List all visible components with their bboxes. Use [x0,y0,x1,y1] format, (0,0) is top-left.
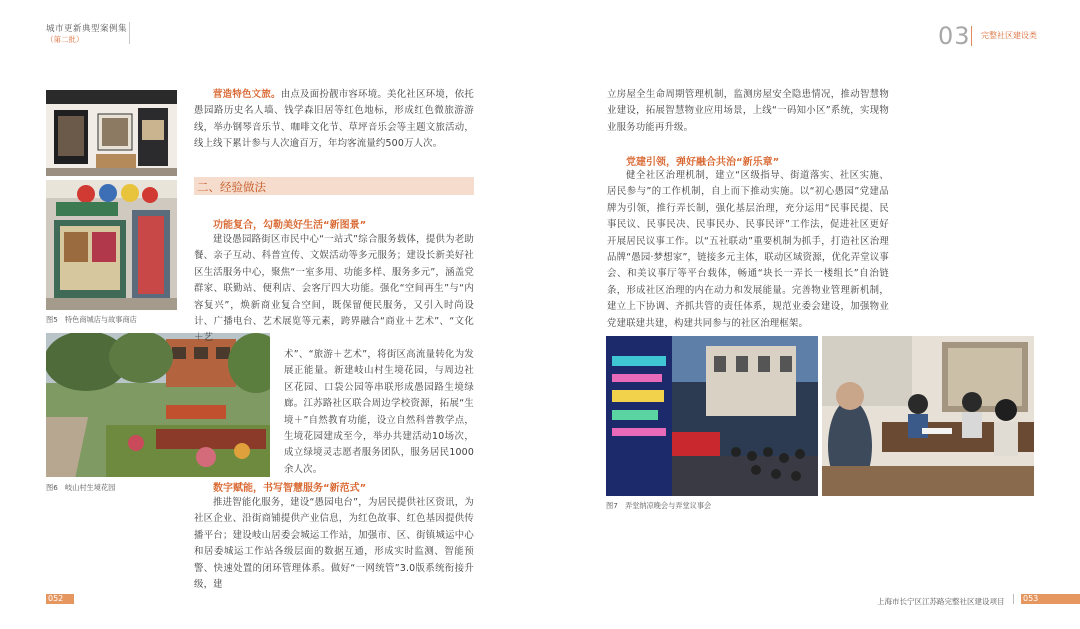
party-paragraph: 健全社区治理机制，建立“区级指导、街道落实、社区实施、居民参与”的工作机制，自上而下推动实施。以“初心愚园”党建品牌为引领，推行弄长制，强化基层治理，充分运用“民事民提、民事民议、民事民决、民事民办、民事民评”工作法，促进社区更好开展居民议事工作。以“五社联动”重要机制为抓手，打造社区治理品牌“愚园·梦想家”，链接多元主体，联动区域资源，优化弄堂议事会、和美议事厅等平台载体，畅通“块长一弄长一楼组长”自治链条，形成社区治理的内在动力和发展能量。完善物业管理新机制，建立上下协调、齐抓共管的责任体系，规范业委会建设，加强物业党建联建共建，构建共同参与的社区治理框架。 [607,170,889,329]
sub-heading-digital: 数字赋能，书写智慧服务“新范式” [213,483,367,494]
figure-6-caption: 图6 岐山村生境花园 [46,483,116,492]
footer-divider [1013,594,1014,604]
sub-heading-party: 党建引领，弹好融合共治“新乐章” [626,157,780,168]
intro-lead: 营造特色文旅。 [213,89,281,100]
figure-5-caption: 图5 特色商城店与故事商店 [46,315,137,324]
photo-story-shop-interior [46,90,177,176]
intro-text: 由点及面扮靓市容环境。美化社区环境，依托愚园路历史名人墙、钱学森旧居等红色地标，形成红色微旅游游线，举办钢琴音乐节、咖啡文化节、草坪音乐会等主题文旅活动，线上线下累计参与人次逾百万，年均客流量约500万人次。 [194,89,474,150]
photo-characteristic-shopfront [46,180,177,310]
function-paragraph-a: 建设愚园路街区市民中心“一站式”综合服务载体，提供为老助餐、亲子互动、科普宣传、文娱活动等多元服务；建设长新美好社区生活服务中心，聚焦“一室多用、功能多样、服务多元”，涵盖党群家、联勤站、便利店、会客厅四大功能。强化“空间再生”与“内容复兴”，焕新商业复合空间，既保留便民服务，又引入时尚设计、广播电台、艺术展览等元素，跨界融合“商业＋艺术”、“文化＋艺 [194,234,474,344]
book-edition: （第二批） [46,35,84,44]
figure-7-caption: 图7 弄堂纳凉晚会与弄堂议事会 [606,501,712,510]
intro-paragraph [194,87,474,153]
photo-qishan-ecological-garden [46,333,270,477]
page-number-right: 053 [1023,594,1039,603]
chapter-title: 完整社区建设类 [981,31,1037,40]
function-paragraph-b: 术”、“旅游＋艺术”，将街区高流量转化为发展正能量。新建岐山村生境花园，与周边社区花园、口袋公园等串联形成愚园路生境绿廊。江苏路社区联合周边学校资源，拓展“生境＋”自然教育功能，设立自然科普教学点，生境花园建成至今，举办共建活动10场次，成立绿境灵志愿者服务团队，服务居民1000余人次。 [284,349,474,475]
book-title: 城市更新典型案例集 [46,24,128,34]
photo-lane-deliberation-meeting [822,336,1034,496]
header-divider [129,22,130,44]
digital-paragraph: 推进智能化服务，建设“愚园电台”，为居民提供社区资讯，为社区企业、沿街商铺提供产业信息，为红色故事、红色基因提供传播平台；建设岐山居委会城运工作站，加强市、区、街镇城运中心和居委城运工作站各级层面的数据互通，形成实时监测、智能预警、快速处置的闭环管理体系。做好“一网统管”3.0版系统衔接升级，建 [194,497,474,591]
chapter-number: 03 [938,22,971,50]
chapter-divider [971,26,972,46]
footer-project-title: 上海市长宁区江苏路完整社区建设项目 [877,597,1005,606]
photo-lane-summer-evening-party [606,336,818,496]
sub-heading-function: 功能复合，勾勒美好生活“新图景” [213,220,367,231]
section-title: 二、经验做法 [197,180,266,194]
page-number-left: 052 [48,594,64,603]
property-paragraph: 立房屋全生命周期管理机制，监测房屋安全隐患情况，推动智慧物业建设，拓展智慧物业应用场景，上线“一码知小区”系统，实现物业服务功能再升级。 [607,89,889,133]
